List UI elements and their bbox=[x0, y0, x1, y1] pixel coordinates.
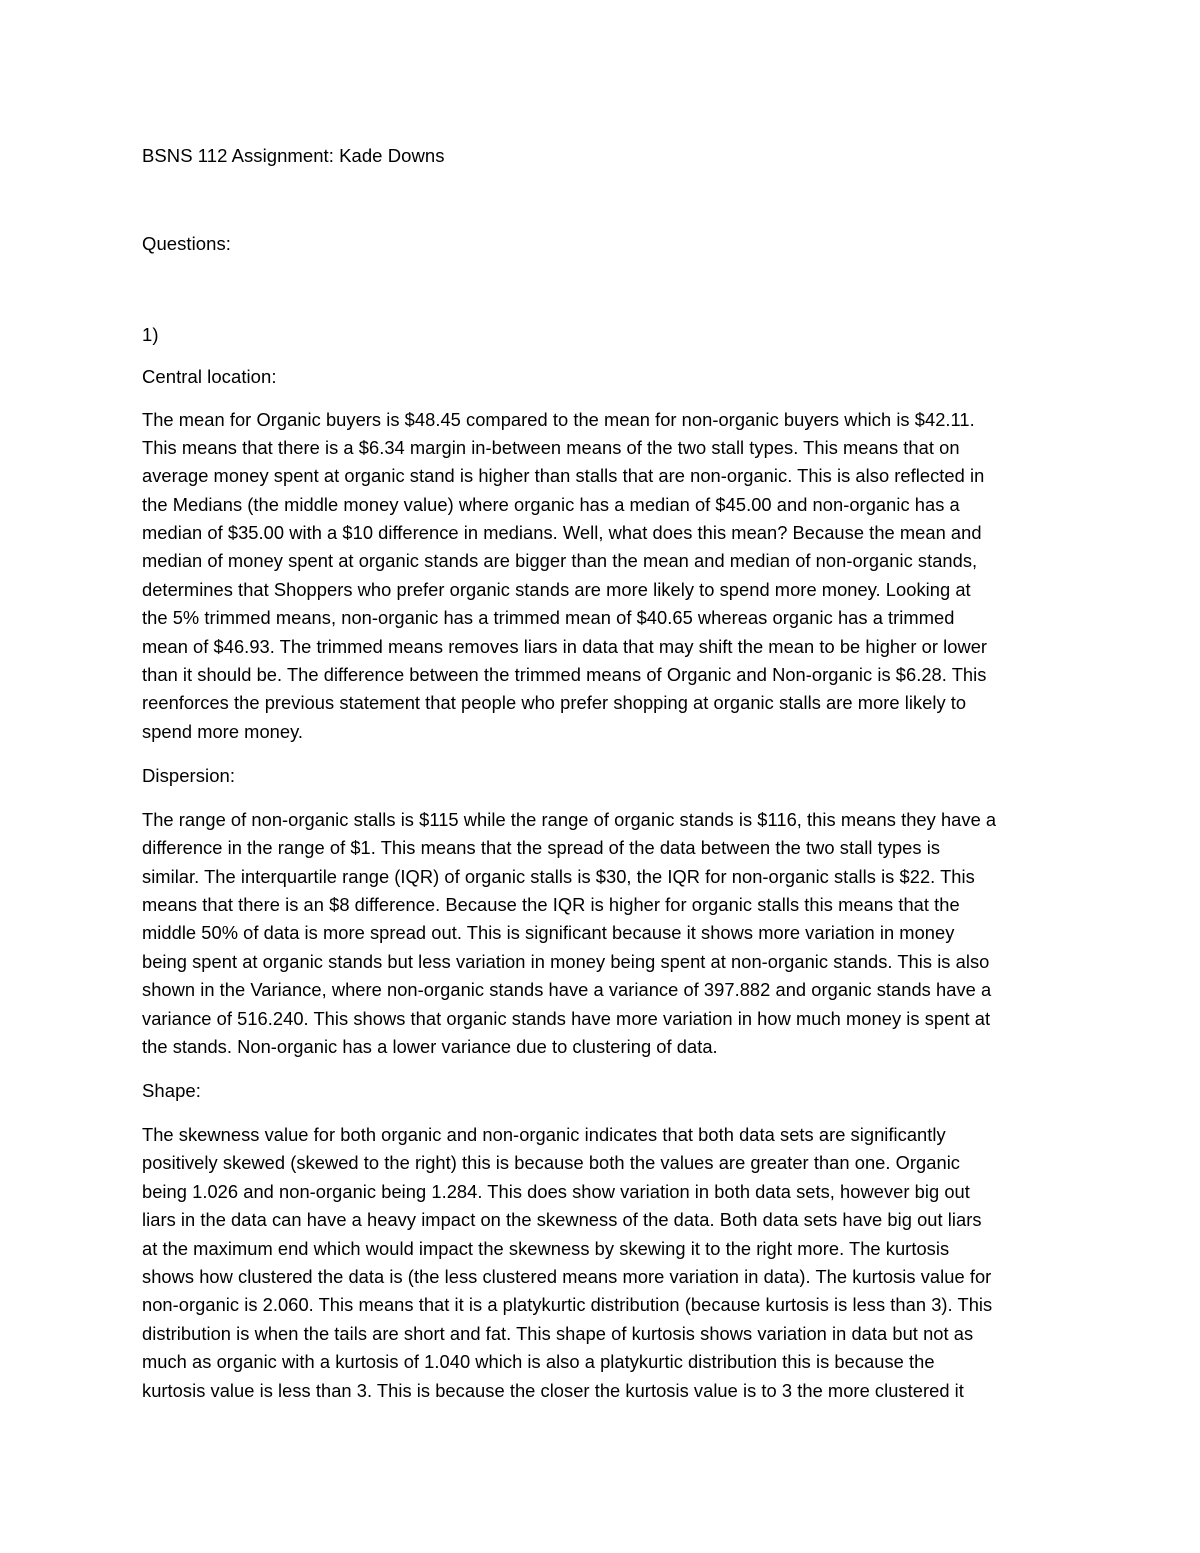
question-number: 1) bbox=[142, 324, 159, 345]
paragraph-line: reenforces the previous statement that people who prefer shopping at organic stalls are more likely to bbox=[142, 692, 967, 713]
paragraph-line: much as organic with a kurtosis of 1.040 which is also a platykurtic distribution this is because the bbox=[142, 1351, 935, 1372]
document-title: BSNS 112 Assignment: Kade Downs bbox=[142, 145, 445, 166]
paragraph-line: average money spent at organic stand is higher than stalls that are non-organic. This is also reflected in bbox=[142, 465, 985, 486]
paragraph-line: kurtosis value is less than 3. This is because the closer the kurtosis value is to 3 the more clustered it bbox=[142, 1380, 964, 1401]
paragraph-line: shown in the Variance, where non-organic stands have a variance of 397.882 and organic stands have a bbox=[142, 979, 992, 1000]
paragraph-line: median of $35.00 with a $10 difference in medians. Well, what does this mean? Because the mean and bbox=[142, 522, 982, 543]
paragraph-line: the Medians (the middle money value) where organic has a median of $45.00 and non-organic has a bbox=[142, 494, 960, 515]
section-heading-central-location: Central location: bbox=[142, 366, 277, 387]
paragraph-line: positively skewed (skewed to the right) this is because both the values are greater than one. Organic bbox=[142, 1152, 960, 1173]
section-heading-dispersion: Dispersion: bbox=[142, 765, 236, 786]
paragraph-line: being spent at organic stands but less variation in money being spent at non-organic stands. This is also bbox=[142, 951, 990, 972]
paragraph-line: difference in the range of $1. This means that the spread of the data between the two stall types is bbox=[142, 837, 941, 858]
paragraph-line: The mean for Organic buyers is $48.45 compared to the mean for non-organic buyers which is $42.11. bbox=[142, 409, 975, 430]
paragraph-line: shows how clustered the data is (the less clustered means more variation in data). The kurtosis value for bbox=[142, 1266, 992, 1287]
paragraph-line: mean of $46.93. The trimmed means removes liars in data that may shift the mean to be higher or lower bbox=[142, 636, 988, 657]
paragraph-line: middle 50% of data is more spread out. This is significant because it shows more variation in money bbox=[142, 922, 955, 943]
paragraph-line: liars in the data can have a heavy impact on the skewness of the data. Both data sets have big out liars bbox=[142, 1209, 982, 1230]
paragraph-line: variance of 516.240. This shows that organic stands have more variation in how much money is spent at bbox=[142, 1008, 991, 1029]
paragraph-line: The range of non-organic stalls is $115 while the range of organic stands is $116, this means they have a bbox=[142, 809, 997, 830]
paragraph-line: median of money spent at organic stands are bigger than the mean and median of non-organic stands, bbox=[142, 550, 978, 571]
paragraph-line: than it should be. The difference between the trimmed means of Organic and Non-organic is $6.28. This bbox=[142, 664, 987, 685]
paragraph-line: The skewness value for both organic and non-organic indicates that both data sets are significantly bbox=[142, 1124, 946, 1145]
paragraph-line: at the maximum end which would impact the skewness by skewing it to the right more. The kurtosis bbox=[142, 1238, 950, 1259]
paragraph-line: distribution is when the tails are short and fat. This shape of kurtosis shows variation in data but not as bbox=[142, 1323, 974, 1344]
paragraph-line: spend more money. bbox=[142, 721, 304, 742]
paragraph-line: being 1.026 and non-organic being 1.284. This does show variation in both data sets, however big out bbox=[142, 1181, 970, 1202]
section-heading-shape: Shape: bbox=[142, 1080, 201, 1101]
paragraph-line: the stands. Non-organic has a lower variance due to clustering of data. bbox=[142, 1036, 718, 1057]
paragraph-line: determines that Shoppers who prefer organic stands are more likely to spend more money. Looking at bbox=[142, 579, 971, 600]
questions-heading: Questions: bbox=[142, 233, 231, 254]
paragraph-line: means that there is an $8 difference. Because the IQR is higher for organic stalls this means that the bbox=[142, 894, 960, 915]
paragraph-line: similar. The interquartile range (IQR) of organic stalls is $30, the IQR for non-organic stalls is $22. This bbox=[142, 866, 975, 887]
paragraph-line: This means that there is a $6.34 margin in-between means of the two stall types. This means that on bbox=[142, 437, 960, 458]
paragraph-line: non-organic is 2.060. This means that it is a platykurtic distribution (because kurtosis is less than 3). This bbox=[142, 1294, 993, 1315]
paragraph-line: the 5% trimmed means, non-organic has a trimmed mean of $40.65 whereas organic has a trimmed bbox=[142, 607, 955, 628]
